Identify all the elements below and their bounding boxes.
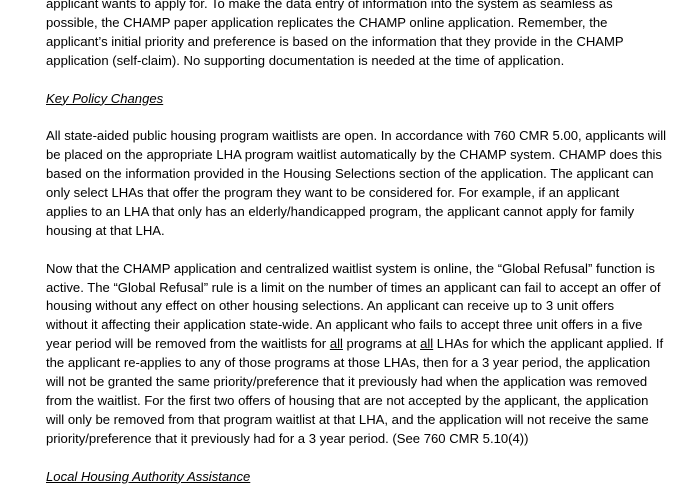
text-line: All state-aided public housing program waitlists are open. In accordance with 760 CMR 5.00, applicants will [46, 128, 667, 144]
text-line: application (self-claim). No supporting documentation is needed at the time of application. [46, 52, 565, 68]
section-heading-local-housing-authority-assistance: Local Housing Authority Assistance [46, 468, 251, 484]
global-refusal-paragraph [46, 260, 670, 449]
text-line: will not be granted the same priority/preference that it previously had when the application was removed [46, 374, 648, 390]
text-segment: year period will be removed from the waitlists for [46, 336, 330, 352]
text-line: priority/preference that it previously had for a 3 year period. (See 760 CMR 5.10(4)) [46, 430, 529, 446]
text-line: possible, the CHAMP paper application replicates the CHAMP online application. Remember, the [46, 14, 608, 30]
document-page [46, 0, 670, 487]
text-line: housing without any effect on other housing selections. An applicant can receive up to 3 unit offers [46, 298, 615, 314]
text-line: applicant wants to apply for. To make the data entry of information into the system as seamless as [46, 0, 613, 11]
text-line: based on the information provided in the Housing Selections section of the application. The applicant can [46, 166, 654, 182]
text-line: without it affecting their application state-wide. An applicant who fails to accept three unit offers in a five [46, 317, 643, 333]
section-heading-key-policy-changes: Key Policy Changes [46, 90, 164, 106]
text-line: the applicant re-applies to any of those programs at those LHAs, then for a 3 year period, the application [46, 355, 651, 371]
underlined-all: all [329, 336, 343, 352]
policy-paragraph [46, 127, 670, 240]
text-line: housing at that LHA. [46, 222, 165, 238]
text-line: active. The “Global Refusal” rule is a limit on the number of times an applicant can fail to accept an offer of [46, 279, 661, 295]
text-line [46, 335, 670, 354]
text-segment: LHAs for which the applicant applied. If [433, 336, 664, 352]
text-line: will only be removed from that program waitlist at that LHA, and the application will not receive the same [46, 411, 649, 427]
text-line: only select LHAs that offer the program they want to be considered for. For example, if an applicant [46, 185, 620, 201]
text-segment: programs at [342, 336, 421, 352]
text-line: Now that the CHAMP application and centralized waitlist system is online, the “Global Refusal” function is [46, 260, 655, 276]
text-line: applies to an LHA that only has an elderly/handicapped program, the applicant cannot apply for family [46, 203, 635, 219]
text-line: from the waitlist. For the first two offers of housing that are not accepted by the applicant, the application [46, 392, 649, 408]
underlined-all: all [420, 336, 434, 352]
text-line: applicant’s initial priority and preference is based on the information that they provide in the CHAMP [46, 33, 624, 49]
intro-paragraph [46, 0, 670, 71]
text-line: be placed on the appropriate LHA program waitlist automatically by the CHAMP system. CHAMP does this [46, 147, 662, 163]
